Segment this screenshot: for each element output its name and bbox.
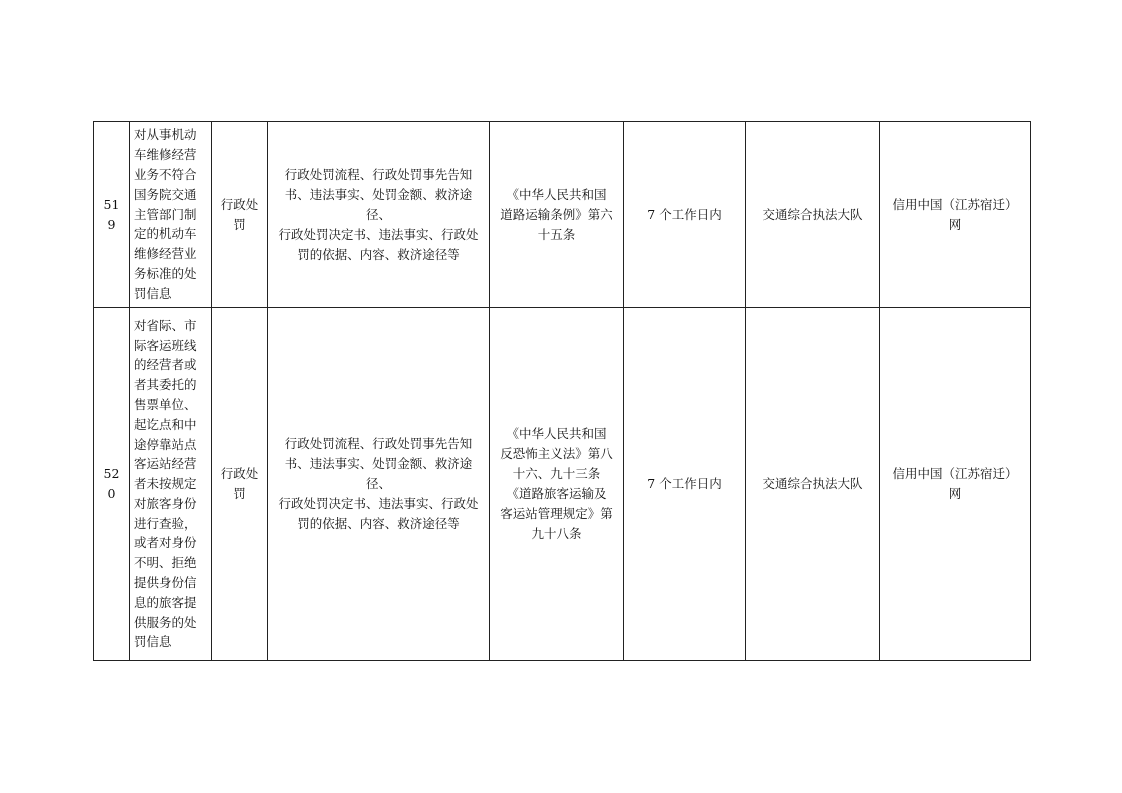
responsible-agency: 交通综合执法大队 — [746, 308, 880, 661]
legal-basis: 《中华人民共和国 道路运输条例》第六 十五条 — [490, 122, 624, 308]
disclosure-channel: 信用中国（江苏宿迁） 网 — [880, 308, 1031, 661]
item-name: 对省际、市 际客运班线 的经营者或 者其委托的 售票单位、 起讫点和中 途停靠站点 客运站经营 者未按规定 对旅客身份 进行查验， 或者对身份 不明、拒绝 提供身份信 息的旅客提 供服务的处 罚信息 — [130, 308, 212, 661]
row-number: 519 — [94, 122, 130, 308]
item-type: 行政处 罚 — [212, 122, 268, 308]
table-row — [94, 122, 1031, 308]
legal-basis: 《中华人民共和国 反恐怖主义法》第八 十六、九十三条 《道路旅客运输及 客运站管理规定》第 九十八条 — [490, 308, 624, 661]
row-number: 520 — [94, 308, 130, 661]
disclosure-period: 7 个工作日内 — [624, 308, 746, 661]
item-name: 对从事机动 车维修经营 业务不符合 国务院交通 主管部门制 定的机动车 维修经营业 务标准的处 罚信息 — [130, 122, 212, 308]
disclosure-content: 行政处罚流程、行政处罚事先告知 书、违法事实、处罚金额、救济途径、 行政处罚决定书、违法事实、行政处 罚的依据、内容、救济途径等 — [268, 122, 490, 308]
disclosure-channel: 信用中国（江苏宿迁） 网 — [880, 122, 1031, 308]
disclosure-period: 7 个工作日内 — [624, 122, 746, 308]
disclosure-content: 行政处罚流程、行政处罚事先告知 书、违法事实、处罚金额、救济途径、 行政处罚决定书、违法事实、行政处 罚的依据、内容、救济途径等 — [268, 308, 490, 661]
disclosure-table — [93, 121, 1031, 661]
table-row — [94, 308, 1031, 661]
item-type: 行政处 罚 — [212, 308, 268, 661]
responsible-agency: 交通综合执法大队 — [746, 122, 880, 308]
